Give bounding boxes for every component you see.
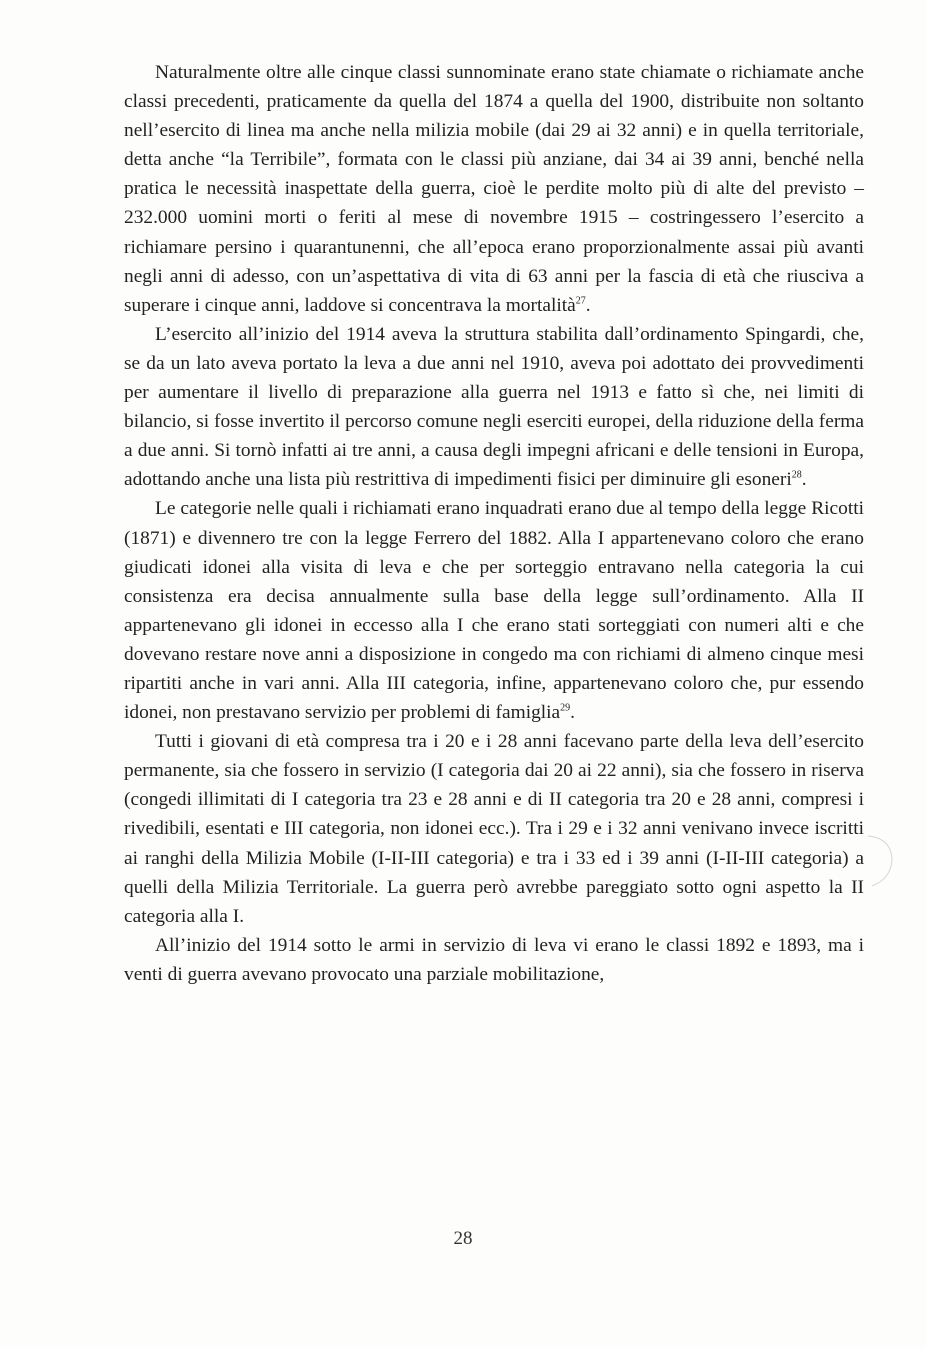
- page-number: 28: [453, 1228, 473, 1249]
- paragraph-text: Tutti i giovani di età compresa tra i 20 e i 28 anni facevano parte della leva dell’esercito permanente, sia che fossero in servizio (I categoria dai 20 ai 22 anni), sia che fossero in riserva (congedi illimitati di I categoria tra 23 e 28 anni e di II categoria tra 20 e 28 anni, compresi i rivedibili, esentati e III categoria, non idonei ecc.). Tra i 29 e i 32 anni venivano invece iscritti ai ranghi della Milizia Mobile (I-II-III categoria) e tra i 33 ed i 39 anni (I-II-III categoria) a quelli della Milizia Territoriale. La guerra però avrebbe pareggiato sotto ogni aspetto la II categoria alla I.: [124, 731, 864, 927]
- paragraph-4: [124, 727, 864, 931]
- footnote-ref-27[interactable]: 27: [575, 295, 586, 307]
- paragraph-text: Naturalmente oltre alle cinque classi sunnominate erano state chiamate o richiamate anche classi precedenti, praticamente da quella del 1874 a quella del 1900, distribuite non soltanto nell’esercito di linea ma anche nella milizia mobile (dai 29 ai 32 anni) e in quella territoriale, detta anche “la Terribile”, formata con le classi più anziane, dai 34 ai 39 anni, benché nella pratica le necessità inaspettate della guerra, cioè le perdite molto più di alte del previsto – 232.000 uomini morti o feriti al mese di novembre 1915 – costringessero l’esercito a richiamare persino i quarantunenni, che all’epoca erano proporzionalmente assai più avanti negli anni di adesso, con un’aspettativa di vita di 63 anni per la fascia di età che riusciva a superare i cinque anni, laddove si concentrava la mortalità: [124, 62, 864, 316]
- paragraph-2: [124, 320, 864, 495]
- footnote-ref-29[interactable]: 29: [560, 702, 571, 714]
- paragraph-end: .: [570, 702, 576, 724]
- paragraph-text: L’esercito all’inizio del 1914 aveva la struttura stabilita dall’ordinamento Spingardi, che, se da un lato aveva portato la leva a due anni nel 1910, aveva poi adottato dei provvedimenti per aumentare il livello di preparazione alla guerra nel 1913 e fatto sì che, nei limiti di bilancio, si fosse invertito il percorso comune negli eserciti europei, della riduzione della ferma a due anni. Si tornò infatti ai tre anni, a causa degli impegni africani e delle tensioni in Europa, adottando anche una lista più restrittiva di impedimenti fisici per diminuire gli esoneri: [124, 323, 864, 491]
- paragraph-5: [124, 931, 864, 989]
- paragraph-text: All’inizio del 1914 sotto le armi in servizio di leva vi erano le classi 1892 e 1893, ma i venti di guerra avevano provocato una parziale mobilitazione,: [124, 934, 864, 985]
- margin-bracket-mark: [862, 830, 896, 890]
- paragraph-1: [124, 58, 864, 320]
- paragraph-3: [124, 494, 864, 727]
- paragraph-text: Le categorie nelle quali i richiamati erano inquadrati erano due al tempo della legge Ricotti (1871) e divennero tre con la legge Ferrero del 1882. Alla I appartenevano coloro che erano giudicati idonei alla visita di leva e che per sorteggio entravano nella categoria la cui consistenza era decisa annualmente sulla base della legge sull’ordinamento. Alla II appartenevano gli idonei in eccesso alla I che erano stati sorteggiati con numeri alti e che dovevano restare nove anni a disposizione in congedo ma con richiami di almeno cinque mesi ripartiti anche in vari anni. Alla III categoria, infine, appartenevano coloro che, pur essendo idonei, non prestavano servizio per problemi di famiglia: [124, 498, 864, 724]
- footnote-ref-28[interactable]: 28: [791, 469, 802, 481]
- body-text: [124, 58, 864, 989]
- paragraph-end: .: [585, 294, 591, 316]
- paragraph-end: .: [801, 469, 807, 491]
